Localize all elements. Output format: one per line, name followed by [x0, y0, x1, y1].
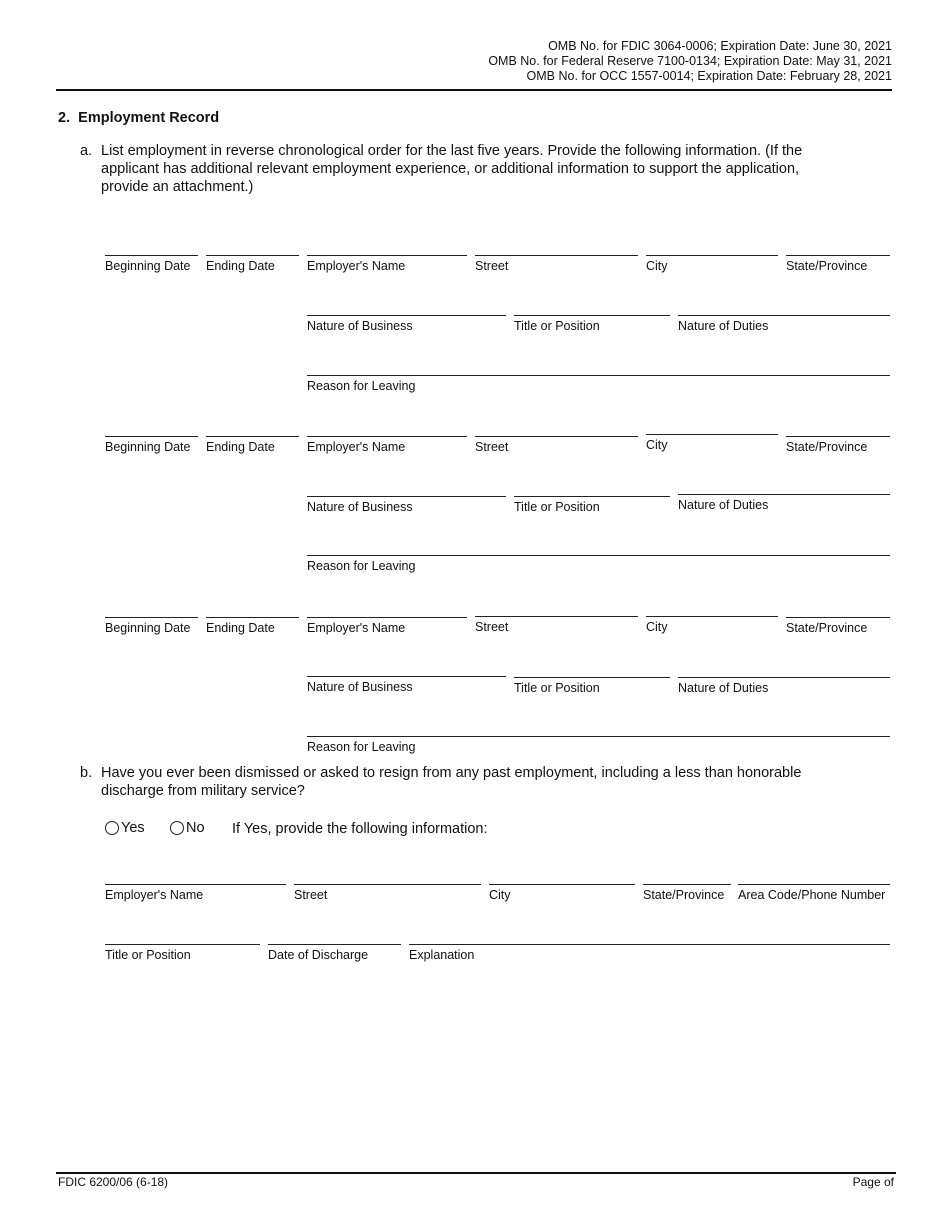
- reason-for-leaving-field-1[interactable]: Reason for Leaving: [307, 375, 890, 393]
- city-field-1[interactable]: City: [646, 255, 778, 273]
- ending-date-field-2[interactable]: Ending Date: [206, 436, 299, 454]
- nature-of-duties-field-3[interactable]: Nature of Duties: [678, 677, 890, 695]
- item-b-letter: b.: [80, 765, 93, 781]
- state-province-field-3[interactable]: State/Province: [786, 617, 890, 635]
- item-a-line-2: applicant has additional relevant employment experience, or additional information to support the application,: [101, 161, 800, 177]
- dismissal-title-field[interactable]: Title or Position: [105, 944, 260, 962]
- item-a-line-3: provide an attachment.): [101, 179, 254, 195]
- state-province-field-1[interactable]: State/Province: [786, 255, 890, 273]
- radio-circle-icon: [170, 821, 184, 835]
- nature-of-business-field-3[interactable]: Nature of Business: [307, 676, 506, 694]
- item-a-letter: a.: [80, 143, 93, 159]
- header-divider: [56, 89, 892, 91]
- title-or-position-field-3[interactable]: Title or Position: [514, 677, 670, 695]
- omb-line-federal-reserve: OMB No. for Federal Reserve 7100-0134; Expiration Date: May 31, 2021: [488, 54, 892, 68]
- city-field-3[interactable]: City: [646, 616, 778, 634]
- city-field-2[interactable]: City: [646, 434, 778, 452]
- yes-label: Yes: [121, 820, 145, 836]
- street-field-3[interactable]: Street: [475, 616, 638, 634]
- reason-for-leaving-field-3[interactable]: Reason for Leaving: [307, 736, 890, 754]
- radio-circle-icon: [105, 821, 119, 835]
- dismissal-explanation-field[interactable]: Explanation: [409, 944, 890, 962]
- employers-name-field-2[interactable]: Employer's Name: [307, 436, 467, 454]
- no-radio[interactable]: [170, 820, 205, 836]
- employers-name-field-3[interactable]: Employer's Name: [307, 617, 467, 635]
- form-id: FDIC 6200/06 (6-18): [58, 1175, 169, 1189]
- title-or-position-field-2[interactable]: Title or Position: [514, 496, 670, 514]
- item-b-line-2: discharge from military service?: [101, 783, 305, 799]
- employers-name-field-1[interactable]: Employer's Name: [307, 255, 467, 273]
- street-field-1[interactable]: Street: [475, 255, 638, 273]
- yes-radio[interactable]: [105, 820, 145, 836]
- if-yes-instruction: If Yes, provide the following information:: [232, 821, 488, 837]
- dismissal-employers-name-field[interactable]: Employer's Name: [105, 884, 286, 902]
- dismissal-date-field[interactable]: Date of Discharge: [268, 944, 401, 962]
- dismissal-street-field[interactable]: Street: [294, 884, 481, 902]
- title-or-position-field-1[interactable]: Title or Position: [514, 315, 670, 333]
- nature-of-duties-field-1[interactable]: Nature of Duties: [678, 315, 890, 333]
- ending-date-field-3[interactable]: Ending Date: [206, 617, 299, 635]
- beginning-date-field-1[interactable]: Beginning Date: [105, 255, 198, 273]
- section-title: [58, 110, 219, 126]
- item-a-line-1: List employment in reverse chronological order for the last five years. Provide the following information. (If the: [101, 143, 803, 159]
- nature-of-business-field-1[interactable]: Nature of Business: [307, 315, 506, 333]
- item-b-line-1: Have you ever been dismissed or asked to resign from any past employment, including a less than honorable: [101, 765, 802, 781]
- state-province-field-2[interactable]: State/Province: [786, 436, 890, 454]
- no-label: No: [186, 820, 205, 836]
- dismissal-city-field[interactable]: City: [489, 884, 635, 902]
- section-number: 2.: [58, 110, 71, 126]
- beginning-date-field-3[interactable]: Beginning Date: [105, 617, 198, 635]
- nature-of-duties-field-2[interactable]: Nature of Duties: [678, 494, 890, 512]
- omb-line-occ: OMB No. for OCC 1557-0014; Expiration Date: February 28, 2021: [526, 69, 892, 83]
- street-field-2[interactable]: Street: [475, 436, 638, 454]
- dismissal-state-province-field[interactable]: State/Province: [643, 884, 731, 902]
- reason-for-leaving-field-2[interactable]: Reason for Leaving: [307, 555, 890, 573]
- omb-line-fdic: OMB No. for FDIC 3064-0006; Expiration Date: June 30, 2021: [548, 39, 892, 53]
- footer-divider: [56, 1172, 896, 1174]
- beginning-date-field-2[interactable]: Beginning Date: [105, 436, 198, 454]
- dismissal-phone-field[interactable]: Area Code/Phone Number: [738, 884, 890, 902]
- nature-of-business-field-2[interactable]: Nature of Business: [307, 496, 506, 514]
- section-title-text: Employment Record: [78, 110, 220, 126]
- page-number: Page of: [852, 1175, 894, 1189]
- ending-date-field-1[interactable]: Ending Date: [206, 255, 299, 273]
